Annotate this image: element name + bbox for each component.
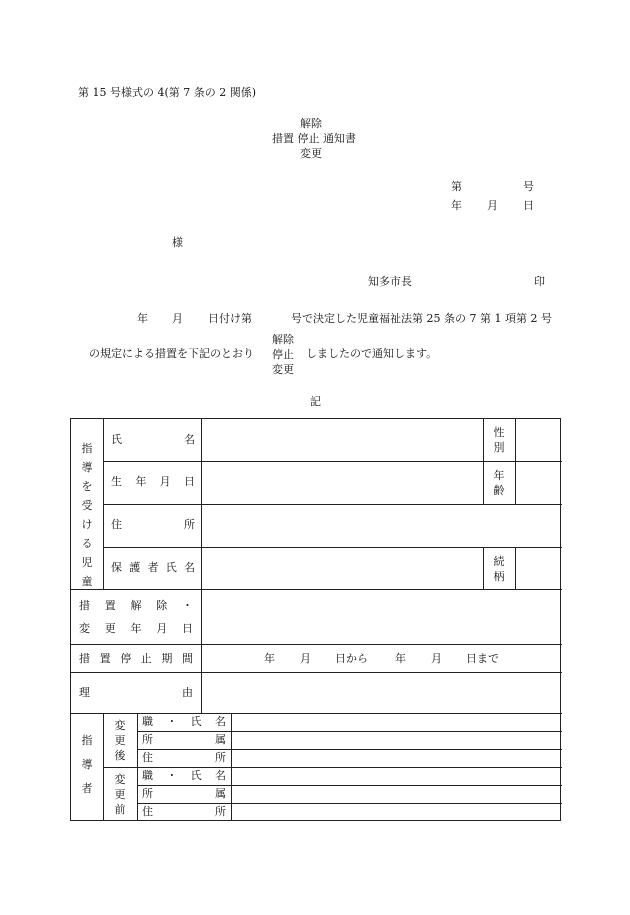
rule <box>103 461 562 462</box>
name-label: 氏 名 <box>111 433 195 446</box>
rule <box>515 547 516 589</box>
suspension-label: 措 置 停 止 期 間 <box>79 652 193 665</box>
body-year: 年 <box>137 312 148 325</box>
age-label: 年齢 <box>493 469 505 497</box>
rule <box>515 419 516 504</box>
seal-mark: 印 <box>534 275 545 288</box>
sender-name: 知多市長 <box>368 275 412 288</box>
body-option-suspend: 停止 <box>272 348 294 361</box>
rule <box>137 749 562 750</box>
rule <box>71 589 562 590</box>
suspension-day-to: 日まで <box>466 652 499 665</box>
reason-label: 理 由 <box>79 686 193 699</box>
rule <box>71 644 562 645</box>
title-option-cancel: 解除 <box>300 117 322 130</box>
title-suffix: 通知書 <box>323 132 356 145</box>
document-title <box>272 116 372 161</box>
rule <box>103 419 104 589</box>
body-line2-suffix: しましたので通知します。 <box>306 347 438 360</box>
rule <box>201 419 202 713</box>
after-residence-label: 住 所 <box>142 751 226 764</box>
suspension-year1: 年 <box>264 652 275 665</box>
relation-label: 続柄 <box>493 555 505 583</box>
rule <box>103 713 104 821</box>
guide-group-label: 指導者 <box>81 734 93 795</box>
date-day: 日 <box>523 199 534 212</box>
gender-label: 性別 <box>493 426 505 454</box>
rule <box>483 547 484 589</box>
body-day-prefix: 日付け第 <box>208 312 252 325</box>
body-option-change: 変更 <box>272 363 294 376</box>
rule <box>103 767 562 768</box>
title-option-change: 変更 <box>300 147 322 160</box>
body-line1-rest: 号で決定した児童福祉法第 25 条の 7 第 1 項第 2 号 <box>291 312 552 325</box>
guardian-label: 保 護 者 氏 名 <box>111 561 195 574</box>
after-post-name-label: 職 ・ 氏 名 <box>142 715 226 728</box>
before-post-name-label: 職 ・ 氏 名 <box>142 769 226 782</box>
suspension-month1: 月 <box>300 652 311 665</box>
rule <box>103 504 562 505</box>
child-group-label: 指導を受ける児童 <box>81 442 93 588</box>
suspension-month2: 月 <box>431 652 442 665</box>
before-affiliation-label: 所 属 <box>142 787 226 800</box>
addressee-suffix: 様 <box>172 236 183 249</box>
rule <box>137 785 562 786</box>
title-option-suspend: 停止 <box>297 132 320 145</box>
title-prefix: 措置 <box>272 132 294 145</box>
suspension-day-from: 日から <box>335 652 368 665</box>
body-options <box>272 332 294 377</box>
ki-label: 記 <box>310 395 321 408</box>
title-main-line <box>272 131 372 146</box>
doc-number-suffix: 号 <box>523 180 534 193</box>
date-year: 年 <box>451 199 462 212</box>
body-line2-prefix: の規定による措置を下記のとおり <box>89 347 254 360</box>
before-residence-label: 住 所 <box>142 805 226 818</box>
rule <box>71 672 562 673</box>
address-label: 住 所 <box>111 518 195 531</box>
rule <box>483 419 484 504</box>
doc-number-prefix: 第 <box>451 180 462 193</box>
suspension-year2: 年 <box>395 652 406 665</box>
change-date-label-line1: 措 置 解 除 ・ <box>79 599 193 612</box>
dob-label: 生 年 月 日 <box>111 475 195 488</box>
before-label: 変更前 <box>114 773 126 816</box>
rule <box>137 803 562 804</box>
rule <box>71 713 562 714</box>
date-month: 月 <box>487 199 498 212</box>
rule <box>103 547 562 548</box>
form-number: 第 15 号様式の 4(第 7 条の 2 関係) <box>78 86 257 99</box>
body-option-cancel: 解除 <box>272 333 294 346</box>
rule <box>137 731 562 732</box>
after-affiliation-label: 所 属 <box>142 733 226 746</box>
notice-form-table <box>70 418 561 821</box>
change-date-label-line2: 変 更 年 月 日 <box>79 622 193 635</box>
body-month: 月 <box>172 312 183 325</box>
after-label: 変更後 <box>114 719 126 762</box>
rule <box>137 713 138 821</box>
rule <box>231 713 232 821</box>
